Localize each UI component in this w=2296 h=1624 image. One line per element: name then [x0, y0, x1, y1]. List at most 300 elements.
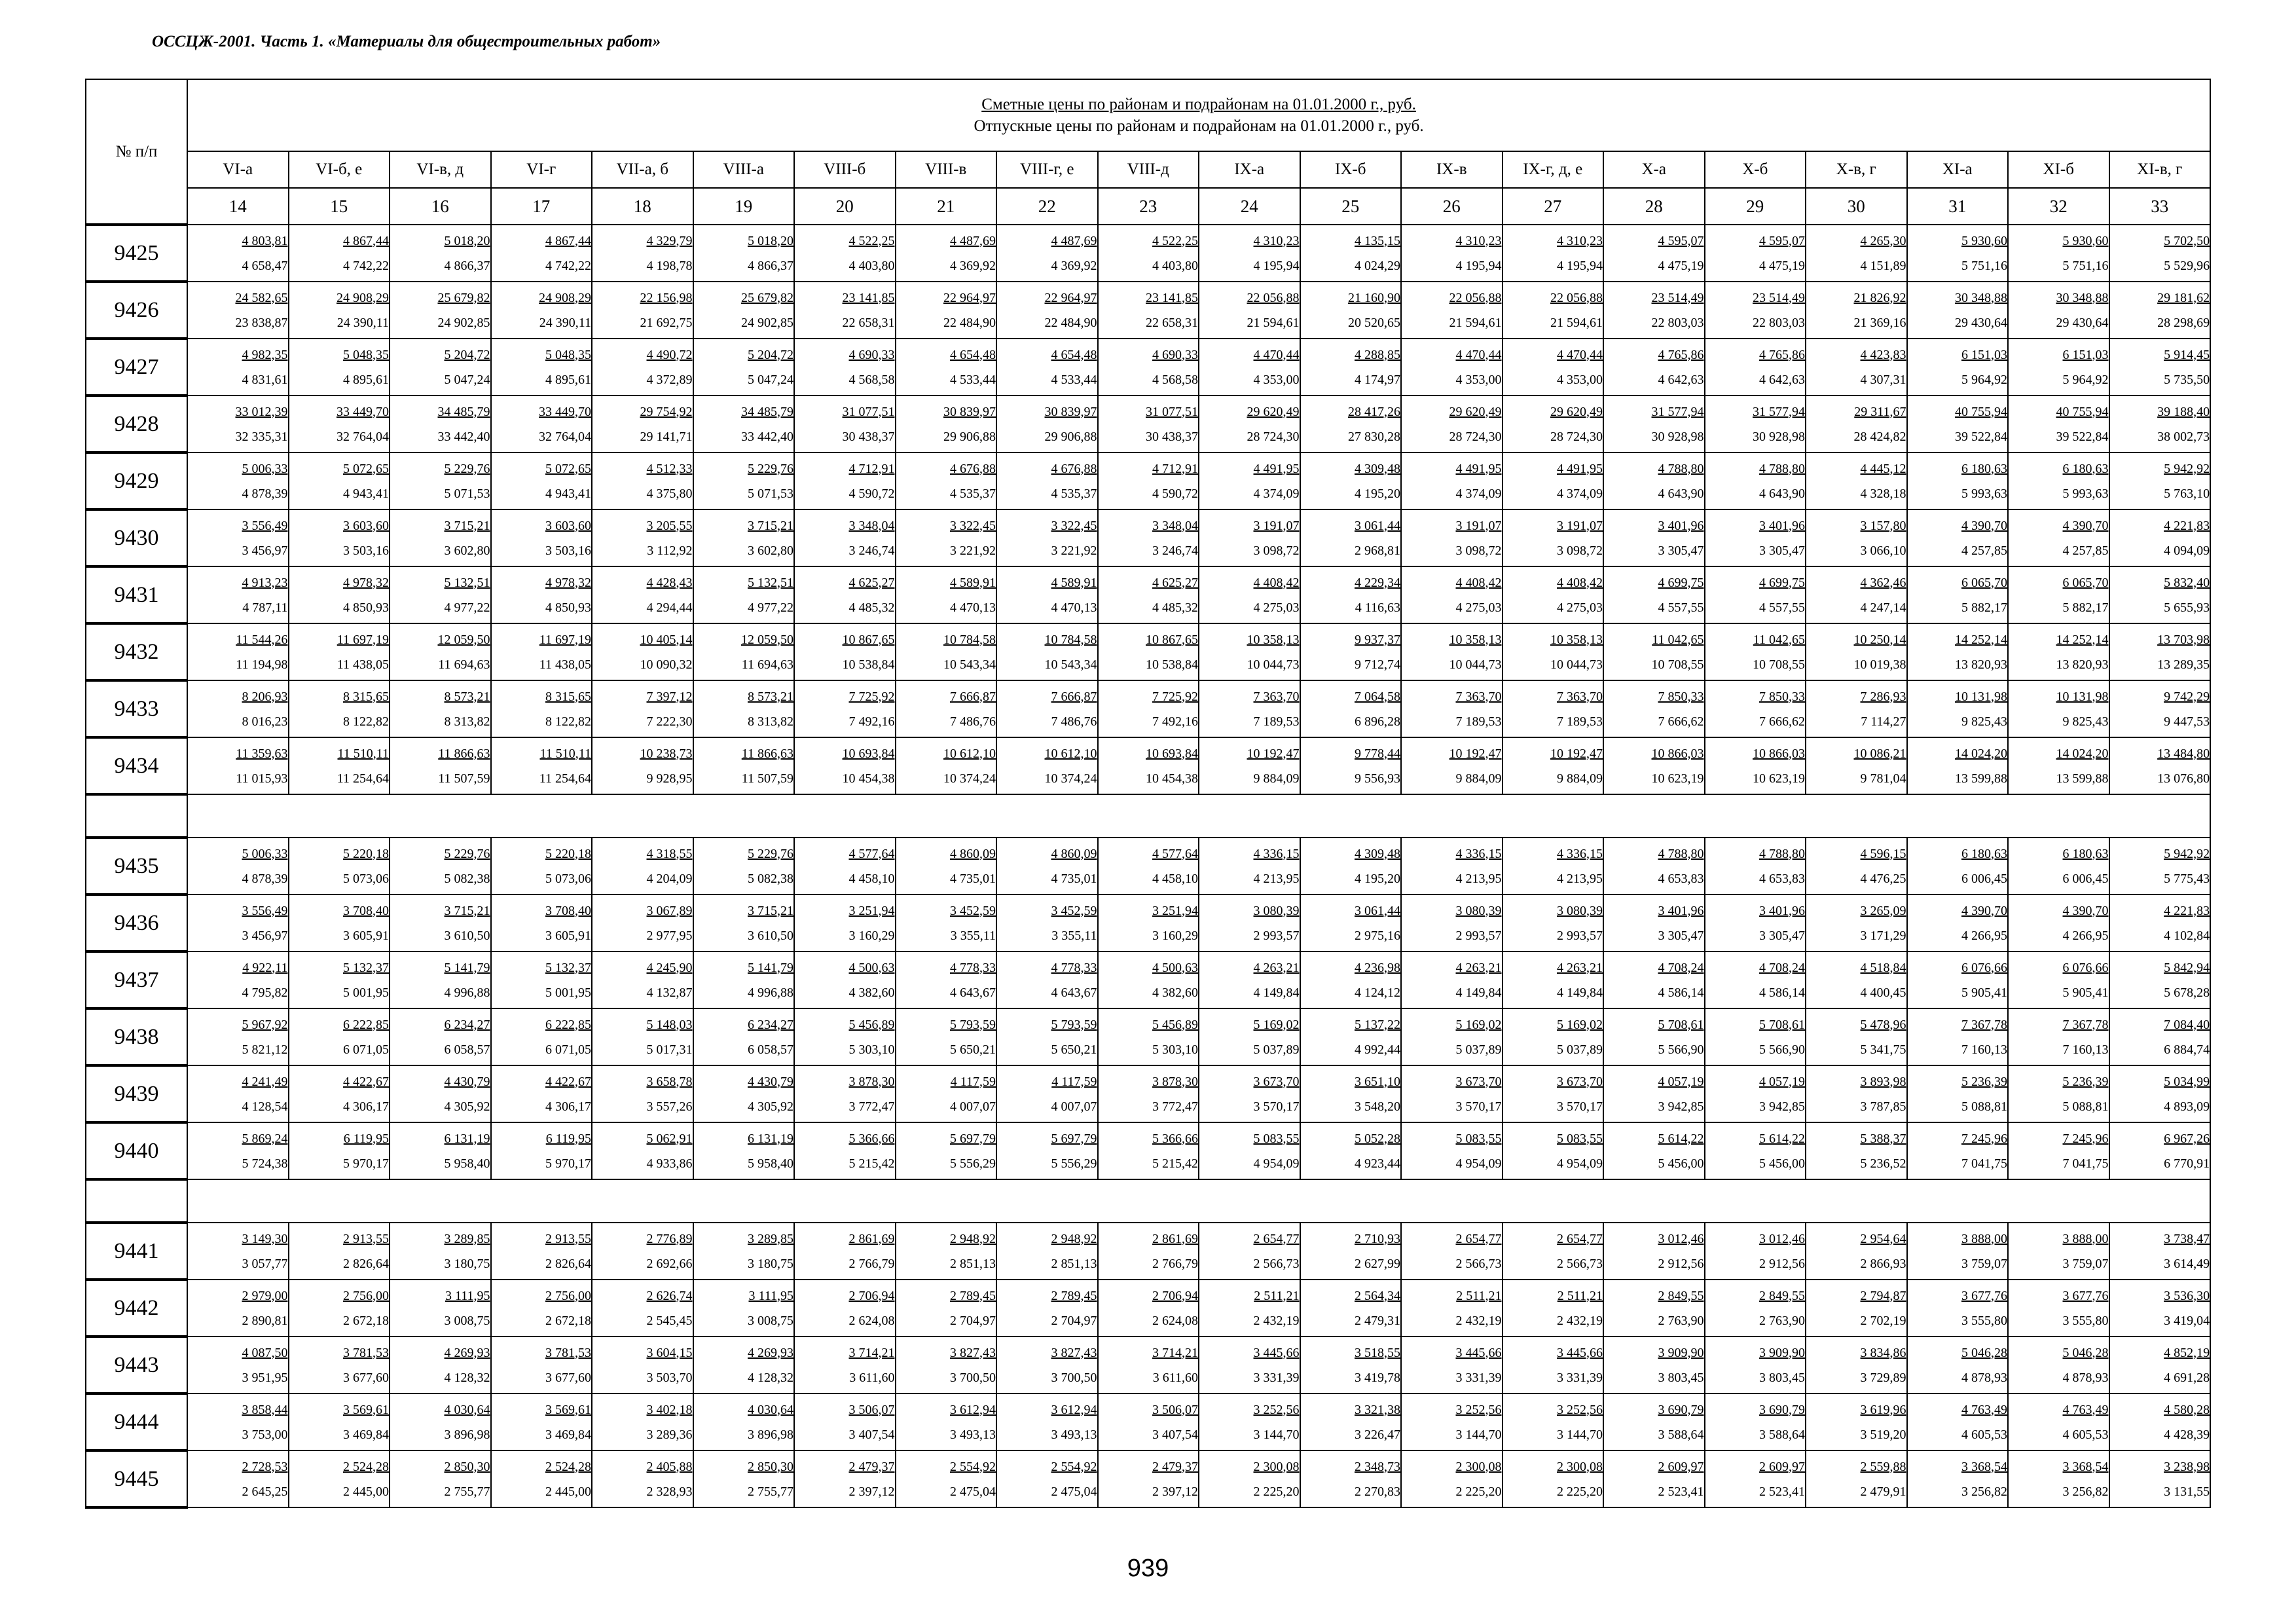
row-number-header: № п/п	[86, 79, 187, 225]
release-price: 5 071,53	[444, 486, 490, 501]
estimated-price: 5 046,28	[2062, 1345, 2109, 1360]
price-cell	[1503, 1337, 1604, 1393]
release-price: 4 094,09	[2164, 543, 2210, 558]
release-price: 24 390,11	[539, 315, 591, 330]
price-cell	[491, 1122, 592, 1179]
estimated-price: 2 300,08	[1253, 1459, 1300, 1474]
price-cell	[2109, 1122, 2211, 1179]
estimated-price: 3 708,40	[545, 903, 591, 918]
price-cell	[187, 737, 289, 794]
price-cell	[693, 1337, 795, 1393]
price-cell	[1705, 339, 1806, 396]
table-row	[86, 1065, 2210, 1122]
estimated-price: 4 309,48	[1355, 461, 1400, 476]
release-price: 11 438,05	[337, 657, 389, 672]
price-cell	[1806, 566, 1907, 623]
release-price: 3 331,39	[1557, 1370, 1603, 1385]
price-cell	[592, 225, 693, 282]
release-price: 4 024,29	[1355, 258, 1400, 273]
price-cell	[1401, 680, 1503, 737]
estimated-price: 4 329,79	[646, 233, 693, 248]
estimated-price: 3 205,55	[646, 518, 693, 533]
estimated-price: 7 850,33	[1759, 689, 1805, 704]
release-price: 3 160,29	[1152, 928, 1198, 943]
release-price: 4 403,80	[848, 258, 895, 273]
release-price: 4 195,94	[1455, 258, 1502, 273]
estimated-price: 23 141,85	[842, 290, 895, 305]
release-price: 7 486,76	[1051, 714, 1097, 729]
region-header: X-в, г	[1806, 151, 1907, 188]
estimated-price: 4 867,44	[343, 233, 389, 248]
price-cell	[1907, 895, 2009, 951]
release-price: 2 763,90	[1658, 1313, 1704, 1328]
release-price: 5 556,29	[1051, 1156, 1097, 1171]
release-price: 3 419,78	[1355, 1370, 1400, 1385]
release-price: 4 458,10	[1152, 871, 1198, 886]
estimated-price: 4 491,95	[1455, 461, 1502, 476]
estimated-price: 4 445,12	[1860, 461, 1906, 476]
release-price: 11 694,63	[741, 657, 793, 672]
release-price: 4 535,37	[1051, 486, 1097, 501]
estimated-price: 5 072,65	[343, 461, 389, 476]
estimated-price: 2 524,28	[343, 1459, 389, 1474]
price-cell	[592, 396, 693, 452]
release-price: 3 611,60	[849, 1370, 895, 1385]
release-price: 7 492,16	[1152, 714, 1198, 729]
estimated-price: 3 827,43	[950, 1345, 996, 1360]
release-price: 4 568,58	[848, 372, 895, 387]
estimated-price: 5 236,39	[1961, 1074, 2007, 1089]
price-cell	[1098, 838, 1199, 895]
estimated-price: 2 706,94	[848, 1288, 895, 1303]
price-cell	[1705, 452, 1806, 509]
price-cell	[1503, 1065, 1604, 1122]
price-cell	[1199, 1280, 1300, 1337]
estimated-price: 4 625,27	[848, 575, 895, 590]
release-price: 4 557,55	[1759, 600, 1805, 615]
price-cell	[1806, 951, 1907, 1008]
price-cell	[390, 1393, 491, 1450]
estimated-price: 10 693,84	[1146, 746, 1198, 761]
estimated-price: 5 967,92	[242, 1017, 288, 1032]
release-price: 2 672,18	[545, 1313, 591, 1328]
price-cell	[491, 838, 592, 895]
price-cell	[996, 396, 1098, 452]
estimated-price: 4 229,34	[1355, 575, 1400, 590]
release-price: 10 454,38	[842, 771, 895, 786]
release-price: 5 735,50	[2164, 372, 2210, 387]
price-cell	[1907, 680, 2009, 737]
estimated-price: 5 083,55	[1557, 1131, 1603, 1146]
estimated-price: 3 289,85	[444, 1231, 490, 1246]
release-price: 4 658,47	[242, 258, 288, 273]
price-cell	[289, 1337, 390, 1393]
price-cell	[996, 225, 1098, 282]
release-price: 7 666,62	[1658, 714, 1704, 729]
estimated-price: 4 030,64	[748, 1402, 793, 1417]
release-price: 4 643,90	[1759, 486, 1805, 501]
release-price: 3 570,17	[1455, 1099, 1502, 1114]
estimated-price: 4 522,25	[1152, 233, 1198, 248]
region-header: IX-в	[1401, 151, 1503, 188]
estimated-price: 2 654,77	[1455, 1231, 1502, 1246]
price-cell	[693, 1280, 795, 1337]
column-number: 15	[289, 188, 390, 225]
price-cell	[1098, 339, 1199, 396]
price-cell	[289, 1393, 390, 1450]
price-cell	[1401, 951, 1503, 1008]
release-price: 4 213,95	[1557, 871, 1603, 886]
row-number: 9434	[86, 737, 187, 794]
separator-cell	[187, 1179, 2210, 1223]
price-cell	[390, 1065, 491, 1122]
estimated-price: 3 715,21	[748, 518, 793, 533]
estimated-price: 29 620,49	[1550, 404, 1603, 419]
estimated-price: 22 056,88	[1247, 290, 1300, 305]
release-price: 22 658,31	[842, 315, 895, 330]
release-price: 32 335,31	[235, 429, 288, 444]
release-price: 3 407,54	[848, 1427, 895, 1442]
estimated-price: 3 191,07	[1253, 518, 1300, 533]
release-price: 2 702,19	[1860, 1313, 1906, 1328]
price-cell	[1806, 623, 1907, 680]
estimated-price: 2 511,21	[1456, 1288, 1502, 1303]
price-cell	[1098, 1065, 1199, 1122]
estimated-price: 3 368,54	[1961, 1459, 2007, 1474]
estimated-price: 4 470,44	[1253, 347, 1300, 362]
estimated-price: 11 042,65	[1753, 632, 1805, 647]
row-number: 9443	[86, 1337, 187, 1393]
price-cell	[2109, 623, 2211, 680]
price-cell	[1907, 737, 2009, 794]
estimated-price: 4 408,42	[1557, 575, 1603, 590]
estimated-price: 3 603,60	[343, 518, 389, 533]
price-cell	[1300, 1337, 1402, 1393]
price-cell	[1199, 509, 1300, 566]
estimated-price: 10 867,65	[842, 632, 895, 647]
estimated-price: 5 842,94	[2164, 960, 2210, 975]
release-price: 8 122,82	[545, 714, 591, 729]
price-cell	[1907, 1008, 2009, 1065]
price-cell	[592, 1223, 693, 1280]
release-price: 5 905,41	[1961, 985, 2007, 1000]
estimated-price: 5 137,22	[1355, 1017, 1400, 1032]
price-cell	[2109, 282, 2211, 339]
price-cell	[1907, 1337, 2009, 1393]
estimated-price: 3 252,56	[1253, 1402, 1300, 1417]
price-cell	[2109, 396, 2211, 452]
estimated-price: 3 888,00	[2062, 1231, 2109, 1246]
row-number: 9439	[86, 1065, 187, 1122]
release-price: 4 149,84	[1557, 985, 1603, 1000]
release-price: 4 893,09	[2164, 1099, 2210, 1114]
price-cell	[2008, 509, 2109, 566]
price-cell	[491, 396, 592, 452]
estimated-price: 4 518,84	[1860, 960, 1906, 975]
estimated-price: 5 141,79	[748, 960, 793, 975]
price-cell	[1199, 1337, 1300, 1393]
estimated-price: 6 119,95	[545, 1131, 591, 1146]
estimated-price: 29 181,62	[2157, 290, 2210, 305]
estimated-price: 4 690,33	[848, 347, 895, 362]
price-cell	[1098, 282, 1199, 339]
column-number: 33	[2109, 188, 2211, 225]
estimated-price: 3 909,90	[1759, 1345, 1805, 1360]
price-cell	[491, 1065, 592, 1122]
price-table-body	[86, 225, 2210, 1507]
price-cell	[1705, 509, 1806, 566]
price-cell	[1098, 566, 1199, 623]
release-price: 4 124,12	[1355, 985, 1400, 1000]
release-price: 4 195,94	[1253, 258, 1300, 273]
price-cell	[996, 1280, 1098, 1337]
estimated-price: 4 310,23	[1455, 233, 1502, 248]
release-price: 13 599,88	[2056, 771, 2109, 786]
page-number: 939	[1127, 1555, 1169, 1582]
table-row	[86, 1450, 2210, 1507]
price-cell	[390, 838, 491, 895]
release-price: 2 755,77	[748, 1484, 793, 1499]
column-number: 30	[1806, 188, 1907, 225]
release-price: 7 041,75	[2062, 1156, 2109, 1171]
release-price: 4 007,07	[950, 1099, 996, 1114]
price-cell	[1098, 396, 1199, 452]
column-number: 23	[1098, 188, 1199, 225]
estimated-price: 3 673,70	[1455, 1074, 1502, 1089]
price-cell	[1503, 951, 1604, 1008]
estimated-price: 4 788,80	[1658, 461, 1704, 476]
release-price: 5 905,41	[2062, 985, 2109, 1000]
release-price: 4 787,11	[242, 600, 288, 615]
estimated-price: 3 536,30	[2164, 1288, 2210, 1303]
release-price: 4 306,17	[343, 1099, 389, 1114]
price-cell	[491, 1393, 592, 1450]
estimated-price: 7 666,87	[1051, 689, 1097, 704]
estimated-price: 5 052,28	[1355, 1131, 1400, 1146]
estimated-price: 4 491,95	[1557, 461, 1603, 476]
release-price: 10 090,32	[640, 657, 693, 672]
estimated-price: 4 867,44	[545, 233, 591, 248]
price-cell	[1806, 282, 1907, 339]
release-price: 11 694,63	[438, 657, 490, 672]
price-cell	[794, 951, 896, 1008]
release-price: 2 225,20	[1253, 1484, 1300, 1499]
price-cell	[1300, 951, 1402, 1008]
release-price: 6 058,57	[748, 1042, 793, 1057]
estimated-price: 4 057,19	[1759, 1074, 1805, 1089]
estimated-price: 2 861,69	[1152, 1231, 1198, 1246]
price-cell	[289, 225, 390, 282]
release-price: 3 677,60	[545, 1370, 591, 1385]
estimated-price: 4 117,59	[1051, 1074, 1097, 1089]
release-price: 10 374,24	[1044, 771, 1097, 786]
estimated-price: 11 697,19	[337, 632, 389, 647]
estimated-price: 11 510,11	[337, 746, 389, 761]
price-cell	[1705, 1393, 1806, 1450]
estimated-price: 5 869,24	[242, 1131, 288, 1146]
release-price: 5 556,29	[950, 1156, 996, 1171]
price-cell	[2008, 1280, 2109, 1337]
release-price: 5 566,90	[1759, 1042, 1805, 1057]
release-price: 21 692,75	[640, 315, 693, 330]
price-cell	[996, 1008, 1098, 1065]
estimated-price: 3 603,60	[545, 518, 591, 533]
price-cell	[592, 1065, 693, 1122]
estimated-price: 34 485,79	[437, 404, 490, 419]
price-cell	[1300, 1450, 1402, 1507]
release-price: 11 438,05	[539, 657, 591, 672]
price-cell	[187, 282, 289, 339]
release-price: 4 151,89	[1860, 258, 1906, 273]
estimated-price: 2 789,45	[1051, 1288, 1097, 1303]
estimated-price: 4 589,91	[950, 575, 996, 590]
price-cell	[1401, 509, 1503, 566]
estimated-price: 2 300,08	[1557, 1459, 1603, 1474]
release-price: 5 236,52	[1860, 1156, 1906, 1171]
release-price: 33 442,40	[741, 429, 793, 444]
release-price: 5 303,10	[1152, 1042, 1198, 1057]
table-row	[86, 838, 2210, 895]
release-price: 6 071,05	[545, 1042, 591, 1057]
estimated-price: 7 363,70	[1253, 689, 1300, 704]
price-cell	[1098, 225, 1199, 282]
release-price: 2 851,13	[1051, 1256, 1097, 1271]
price-cell	[693, 1223, 795, 1280]
estimated-price: 4 788,80	[1658, 846, 1704, 861]
estimated-price: 5 229,76	[444, 846, 490, 861]
estimated-price: 10 358,13	[1550, 632, 1603, 647]
estimated-price: 6 234,27	[444, 1017, 490, 1032]
estimated-price: 3 452,59	[1051, 903, 1097, 918]
estimated-price: 6 076,66	[1961, 960, 2007, 975]
estimated-price: 40 755,94	[2056, 404, 2109, 419]
estimated-price: 3 714,21	[848, 1345, 895, 1360]
release-price: 9 825,43	[2062, 714, 2109, 729]
release-price: 4 586,14	[1759, 985, 1805, 1000]
price-cell	[390, 737, 491, 794]
price-cell	[794, 1223, 896, 1280]
release-price: 5 964,92	[1961, 372, 2007, 387]
estimated-price: 28 417,26	[1348, 404, 1400, 419]
price-cell	[1603, 623, 1705, 680]
row-number: 9432	[86, 623, 187, 680]
estimated-price: 4 763,49	[2062, 1402, 2109, 1417]
release-price: 5 993,63	[1961, 486, 2007, 501]
price-cell	[1907, 623, 2009, 680]
release-price: 4 257,85	[1961, 543, 2007, 558]
price-cell	[1806, 1393, 1907, 1450]
release-price: 4 878,39	[242, 486, 288, 501]
price-cell	[1705, 1223, 1806, 1280]
release-price: 2 624,08	[1152, 1313, 1198, 1328]
estimated-price: 4 522,25	[848, 233, 895, 248]
release-price: 5 088,81	[1961, 1099, 2007, 1114]
price-cell	[1603, 566, 1705, 623]
price-cell	[592, 895, 693, 951]
price-cell	[1503, 623, 1604, 680]
price-cell	[2109, 1280, 2211, 1337]
estimated-price: 10 131,98	[1955, 689, 2007, 704]
release-price: 4 213,95	[1253, 871, 1300, 886]
price-cell	[390, 1280, 491, 1337]
price-cell	[491, 1008, 592, 1065]
table-row	[86, 951, 2210, 1008]
estimated-price: 4 390,70	[1961, 518, 2007, 533]
release-price: 10 374,24	[943, 771, 996, 786]
release-price: 3 221,92	[950, 543, 996, 558]
release-price: 27 830,28	[1348, 429, 1400, 444]
release-price: 2 397,12	[1152, 1484, 1198, 1499]
estimated-price: 10 131,98	[2056, 689, 2109, 704]
price-cell	[1300, 680, 1402, 737]
estimated-price: 10 405,14	[640, 632, 693, 647]
price-cell	[1401, 1122, 1503, 1179]
release-price: 5 763,10	[2164, 486, 2210, 501]
release-price: 3 098,72	[1253, 543, 1300, 558]
estimated-price: 5 148,03	[646, 1017, 693, 1032]
estimated-price: 5 942,92	[2164, 461, 2210, 476]
estimated-price: 3 445,66	[1455, 1345, 1502, 1360]
estimated-price: 2 913,55	[545, 1231, 591, 1246]
price-cell	[187, 396, 289, 452]
release-price: 4 557,55	[1658, 600, 1704, 615]
release-price: 2 766,79	[1152, 1256, 1198, 1271]
release-price: 3 942,85	[1759, 1099, 1805, 1114]
release-price: 3 772,47	[848, 1099, 895, 1114]
release-price: 4 116,63	[1355, 600, 1400, 615]
estimated-price: 23 141,85	[1146, 290, 1198, 305]
estimated-price: 5 132,37	[343, 960, 389, 975]
estimated-price: 5 793,59	[1051, 1017, 1097, 1032]
estimated-price: 4 708,24	[1759, 960, 1805, 975]
estimated-price: 5 388,37	[1860, 1131, 1906, 1146]
price-cell	[693, 1065, 795, 1122]
release-price: 6 770,91	[2164, 1156, 2210, 1171]
release-price: 4 375,80	[646, 486, 693, 501]
region-header: VI-в, д	[390, 151, 491, 188]
release-price: 8 122,82	[343, 714, 389, 729]
price-cell	[2109, 566, 2211, 623]
release-price: 7 222,30	[646, 714, 693, 729]
estimated-price: 7 367,78	[1961, 1017, 2007, 1032]
release-price: 4 485,32	[848, 600, 895, 615]
price-cell	[896, 623, 997, 680]
release-price: 3 256,82	[1961, 1484, 2007, 1499]
release-price: 29 141,71	[640, 429, 693, 444]
estimated-price: 2 609,97	[1759, 1459, 1805, 1474]
price-cell	[896, 566, 997, 623]
row-number: 9441	[86, 1223, 187, 1280]
estimated-price: 4 487,69	[950, 233, 996, 248]
price-cell	[1603, 895, 1705, 951]
estimated-price: 4 788,80	[1759, 461, 1805, 476]
price-cell	[794, 566, 896, 623]
price-cell	[896, 1065, 997, 1122]
price-cell	[2109, 838, 2211, 895]
price-cell	[592, 737, 693, 794]
price-cell	[1503, 737, 1604, 794]
estimated-price: 5 366,66	[1152, 1131, 1198, 1146]
release-price: 4 878,93	[2062, 1370, 2109, 1385]
release-price: 13 289,35	[2157, 657, 2210, 672]
price-cell	[2008, 623, 2109, 680]
price-cell	[1199, 951, 1300, 1008]
release-price: 24 902,85	[741, 315, 793, 330]
price-cell	[1603, 509, 1705, 566]
release-price: 10 044,73	[1550, 657, 1603, 672]
price-cell	[1603, 396, 1705, 452]
price-cell	[187, 566, 289, 623]
